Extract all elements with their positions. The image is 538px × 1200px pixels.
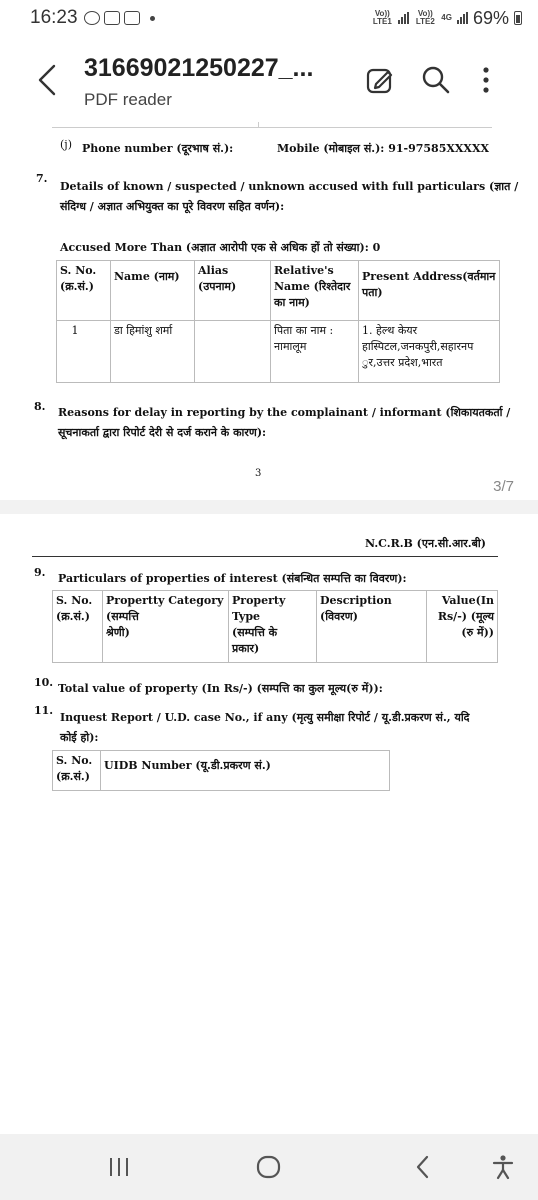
signal-icon <box>398 12 409 24</box>
uidb-table <box>52 750 390 791</box>
item-8-line2: सूचनाकर्ता द्वारा रिपोर्ट देरी से दर्ज कराने के कारण): <box>58 426 267 439</box>
col-sno-hindi: (क्र.सं.) <box>56 770 90 783</box>
header-rule <box>32 556 498 557</box>
cell-address-line3: ुर,उत्तर प्रदेश,भारत <box>362 356 443 369</box>
item-10-number: 10. <box>34 676 54 689</box>
sim1-label: Vo)) LTE1 <box>372 9 392 26</box>
col-value-rs: Rs/-) (मूल्य <box>437 610 494 623</box>
table-border-fragment <box>258 122 259 128</box>
edit-button[interactable] <box>364 64 396 96</box>
sim2-label: Vo)) LTE2 <box>415 9 435 26</box>
page-number: 3 <box>255 468 262 479</box>
item-8-number: 8. <box>34 400 46 413</box>
item-7-line1: Details of known / suspected / unknown accused with full particulars (ज्ञात / <box>60 180 519 193</box>
navigation-bar <box>0 1134 538 1200</box>
item-10-text: Total value of property (In Rs/-) (सम्पत्ति का कुल मूल्य(रु में)): <box>58 682 383 695</box>
accused-table <box>56 260 500 383</box>
page-counter: 3/7 <box>493 478 514 495</box>
item-11-line1: Inquest Report / U.D. case No., if any (मृत्यु समीक्षा रिपोर्ट / यू.डी.प्रकरण सं., यदि <box>60 711 470 724</box>
gallery-icon <box>104 11 120 25</box>
col-name: Name (नाम) <box>114 270 180 283</box>
voicemail-icon <box>124 11 140 25</box>
status-time: 16:23 <box>30 7 78 28</box>
more-options-button[interactable] <box>474 64 498 96</box>
col-address-hindi: पता) <box>362 286 383 299</box>
table-header-row <box>53 751 390 791</box>
col-uidb: UIDB Number (यू.डी.प्रकरण सं.) <box>104 759 271 772</box>
col-description: Description <box>320 594 392 607</box>
cell-relative-line2: नामालूम <box>274 340 307 353</box>
search-button[interactable] <box>420 64 452 96</box>
app-subtitle: PDF reader <box>84 90 172 109</box>
col-value: Value(In <box>441 594 494 607</box>
item-7-number: 7. <box>36 172 48 185</box>
signal-icon <box>457 12 468 24</box>
col-relative-hindi: का नाम) <box>274 296 310 309</box>
search-icon <box>420 64 452 96</box>
more-vert-icon <box>474 64 498 96</box>
battery-percent: 69% <box>472 7 509 28</box>
cell-sno: 1 <box>71 324 79 337</box>
property-table <box>52 590 498 663</box>
col-type-hindi2: प्रकार) <box>232 642 260 655</box>
home-icon <box>254 1152 284 1182</box>
pdf-page-3 <box>0 122 538 500</box>
notification-icons <box>84 11 155 25</box>
nav-back-icon <box>408 1152 438 1182</box>
item-11-line2: कोई हो): <box>60 731 99 744</box>
col-sno: S. No. <box>60 264 97 277</box>
pdf-page-4 <box>0 514 538 1134</box>
col-description-hindi: (विवरण) <box>320 610 358 623</box>
col-address: Present Address(वर्तमान <box>362 270 496 283</box>
col-relative: Relative's <box>274 264 334 277</box>
mobile-label: Mobile (मोबाइल सं.): 91-97585XXXXX <box>277 142 490 155</box>
col-alias-hindi: (उपनाम) <box>198 280 237 293</box>
table-border-fragment <box>52 122 492 128</box>
cell-address-line2: हास्पिटल,जनकपुरी,सहारनप <box>362 340 474 353</box>
home-button[interactable] <box>254 1152 284 1182</box>
document-title: 31669021250227_... <box>84 54 314 82</box>
page-separator <box>0 500 538 514</box>
col-sno-hindi: (क्र.सं.) <box>60 280 94 293</box>
accessibility-button[interactable] <box>488 1152 518 1182</box>
col-value-hindi: (रु में)) <box>461 626 494 639</box>
item-7-line2: संदिग्ध / अज्ञात अभियुक्त का पूरे विवरण सहित वर्णन): <box>60 200 285 213</box>
whatsapp-icon <box>84 11 100 25</box>
item-9-number: 9. <box>34 566 46 579</box>
col-category-hindi2: श्रेणी) <box>106 626 130 639</box>
col-sno-hindi: (क्र.सं.) <box>56 610 90 623</box>
col-sno: S. No. <box>56 594 93 607</box>
item-9-text: Particulars of properties of interest (संबन्धित सम्पत्ति का विवरण): <box>58 572 407 585</box>
table-header-row <box>57 261 500 321</box>
item-8-line1: Reasons for delay in reporting by the complainant / informant (शिकायतकर्ता / <box>58 406 511 419</box>
network-type: 4G <box>441 13 452 22</box>
item-11-number: 11. <box>34 704 54 717</box>
phone-label: Phone number (दूरभाष सं.): <box>82 142 234 155</box>
cell-address-line1: 1. हेल्थ केयर <box>362 324 418 337</box>
col-relative-name: Name (रिश्तेदार <box>274 280 351 293</box>
table-row <box>57 321 500 383</box>
col-alias: Alias <box>198 264 229 277</box>
recents-icon <box>104 1152 134 1182</box>
col-type-hindi: (सम्पत्ति के <box>232 626 278 639</box>
accused-more-than: Accused More Than (अज्ञात आरोपी एक से अधिक हों तो संख्या): 0 <box>60 241 381 254</box>
nav-back-button[interactable] <box>408 1152 438 1182</box>
col-type: Property Type <box>232 594 286 623</box>
back-button[interactable] <box>34 62 62 98</box>
col-category: Propertty Category <box>106 594 224 607</box>
status-bar <box>0 0 538 36</box>
battery-icon <box>514 11 522 25</box>
accessibility-icon <box>488 1152 518 1182</box>
col-sno: S. No. <box>56 754 93 767</box>
item-j-number: (j) <box>60 138 72 151</box>
app-bar <box>0 36 538 122</box>
back-arrow-icon <box>34 62 62 98</box>
table-header-row <box>53 591 498 663</box>
more-notifications-icon <box>150 16 155 21</box>
status-right <box>371 8 522 29</box>
cell-relative-line1: पिता का नाम : <box>274 324 334 337</box>
ncrb-header: N.C.R.B (एन.सी.आर.बी) <box>365 537 486 550</box>
recents-button[interactable] <box>104 1152 134 1182</box>
edit-icon <box>364 64 396 96</box>
cell-name: डा हिमांशु शर्मा <box>114 324 173 337</box>
col-category-hindi: (सम्पत्ति <box>106 610 139 623</box>
